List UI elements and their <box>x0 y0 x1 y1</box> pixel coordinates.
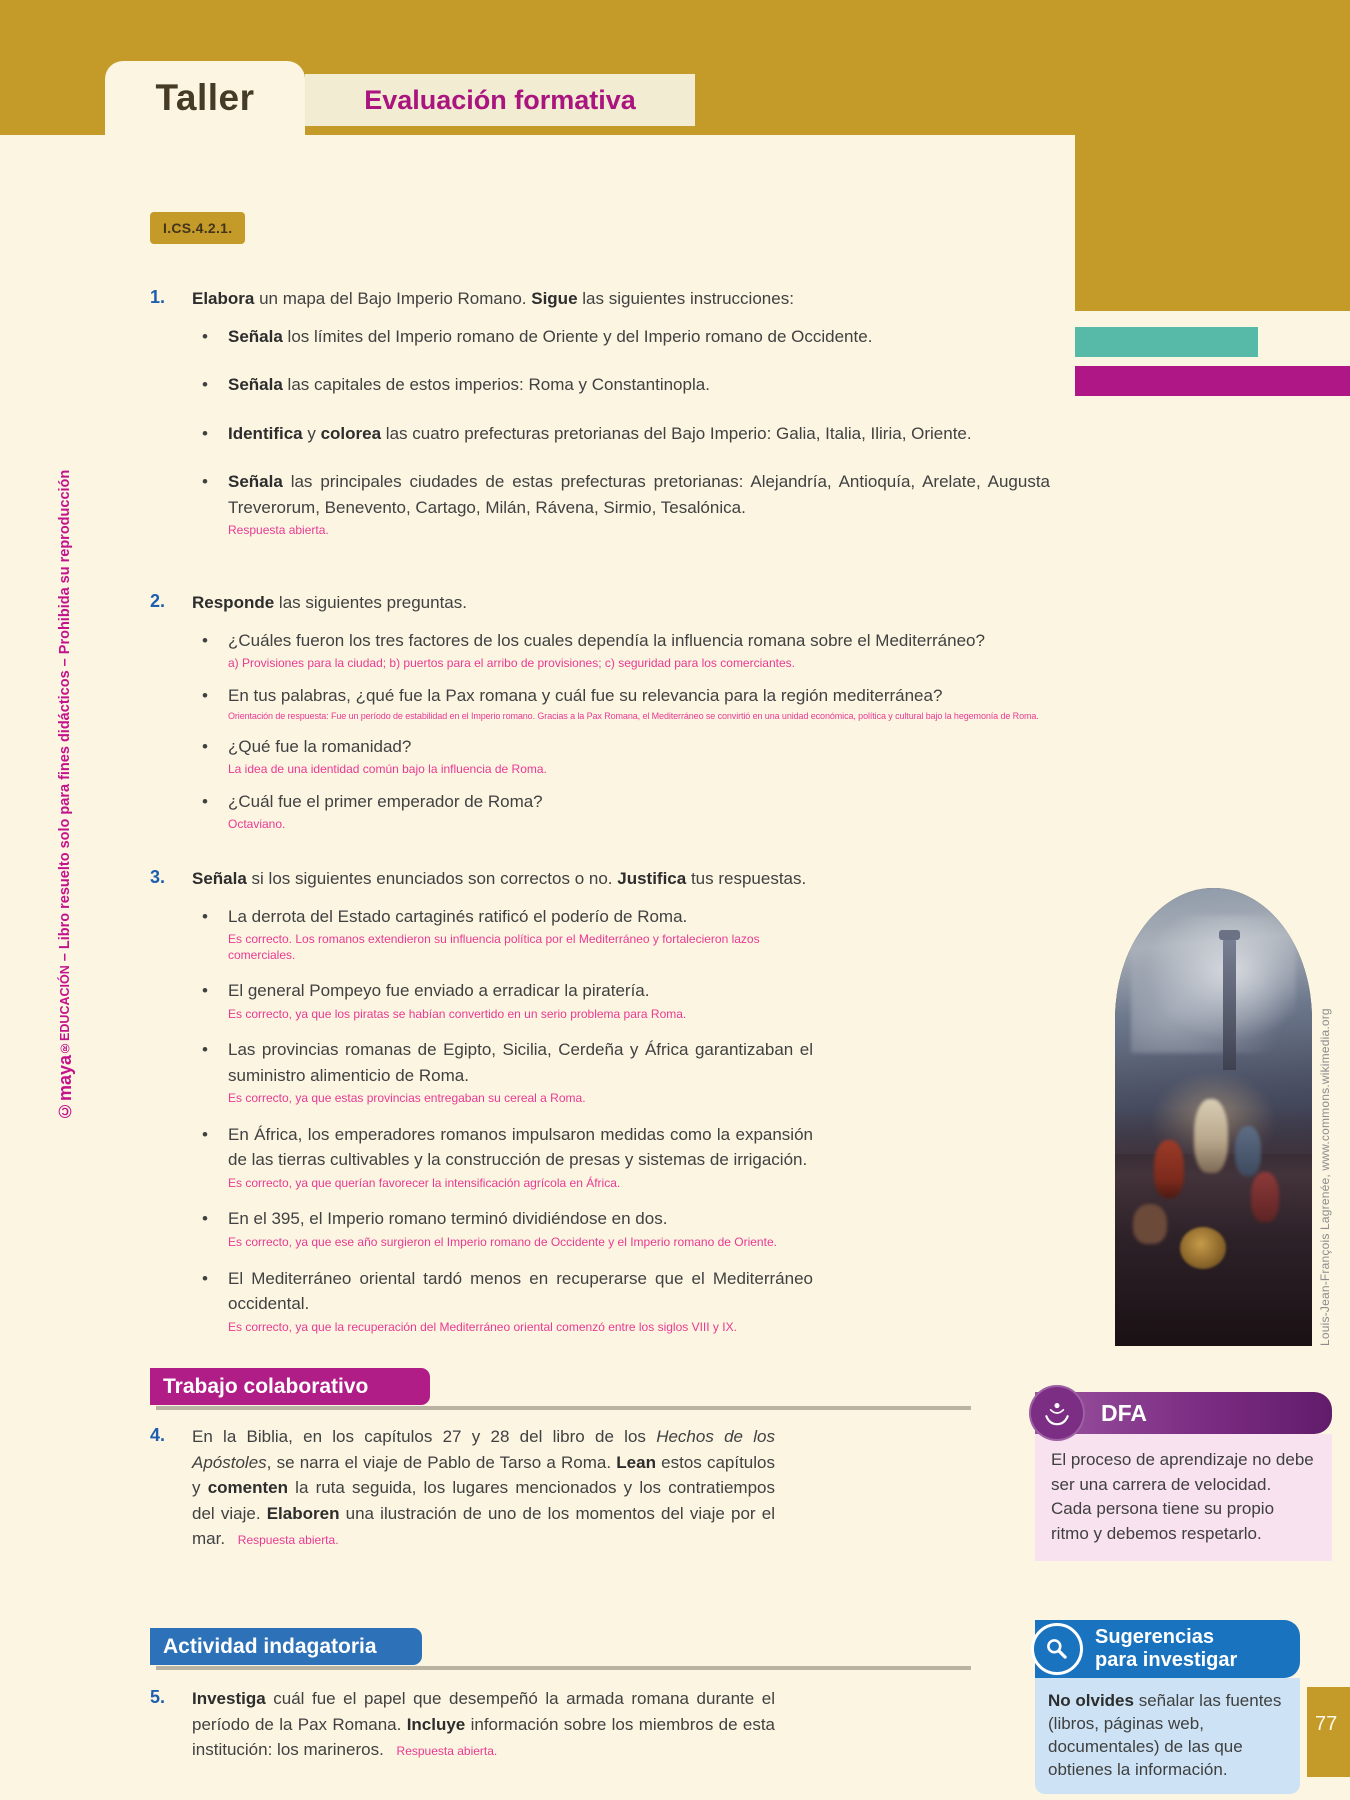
bullet-item <box>192 372 1050 398</box>
exercise-2-instruction: Responde las siguientes preguntas. <box>192 593 467 612</box>
bullet-text: • Identifica y colorea las cuatro prefecturas pretorianas del Bajo Imperio: Galia, Italia, Iliria, Oriente. <box>228 423 972 443</box>
dfa-header <box>1035 1392 1332 1434</box>
answer-text: Es correcto. Los romanos extendieron su influencia política por el Mediterráneo y fortalecieron lazos comerciales. <box>228 932 760 962</box>
taller-tab <box>105 61 305 135</box>
answer-text: Es correcto, ya que estas provincias entregaban su cereal a Roma. <box>228 1091 586 1106</box>
answer-text: Es correcto, ya que ese año surgieron el Imperio romano de Occidente y el Imperio romano de Oriente. <box>228 1234 777 1249</box>
answer-text: Octaviano. <box>228 817 286 832</box>
painting-shield <box>1180 1227 1226 1269</box>
painting-figure <box>1133 1204 1167 1244</box>
answer-text: a) Provisiones para la ciudad; b) puertos para el arribo de provisiones; c) seguridad para los comerciantes. <box>228 656 795 670</box>
answer-text: Es correcto, ya que la recuperación del Mediterráneo oriental comenzó entre los siglos VIII y IX. <box>228 1319 737 1334</box>
exercise-2-number: 2. <box>150 591 166 611</box>
bullet-item <box>192 628 1050 672</box>
sugerencias-title-line2: para investigar <box>1095 1649 1238 1671</box>
bullet-item <box>192 469 1050 539</box>
sugerencias-title-line1: Sugerencias <box>1095 1626 1214 1648</box>
bullet-item <box>192 734 1050 778</box>
answer-text: Respuesta abierta. <box>237 1533 339 1547</box>
answer-text: Es correcto, ya que los piratas se habían convertido en un serio problema para Roma. <box>228 1006 687 1021</box>
copyright-notice: – Libro resuelto solo para fines didácticos – Prohibida su reproducción <box>57 469 73 965</box>
exercise-1-bullet-list <box>192 324 1050 539</box>
question-text: • En tus palabras, ¿qué fue la Pax romana y cuál fue su relevancia para la región mediterránea? <box>228 685 943 705</box>
painting-clouds <box>1131 915 1296 1052</box>
exercise-3-bullet-list <box>192 904 1050 1336</box>
exercise-4-number: 4. <box>150 1425 166 1445</box>
statement-text: • El Mediterráneo oriental tardó menos en recuperarse que el Mediterráneo occidental. <box>228 1268 813 1314</box>
dfa-title: DFA <box>1101 1399 1147 1426</box>
statement-text: • En el 395, el Imperio romano terminó dividiéndose en dos. <box>228 1209 668 1229</box>
exercise-5-text: Investiga cuál fue el papel que desempeñó la armada romana durante el período de la Pax Romana. Incluye información sobre los miembros de esta institución: los marineros. Respuesta abierta. <box>192 1689 776 1759</box>
copyright-sidebar <box>55 410 85 1180</box>
page-number: 77 <box>1315 1713 1338 1735</box>
search-icon <box>1031 1623 1083 1675</box>
exercise-3-number: 3. <box>150 867 166 887</box>
magenta-accent-bar <box>1075 366 1350 396</box>
statement-text: • Las provincias romanas de Egipto, Sicilia, Cerdeña y África garantizaban el suministro alimenticio de Roma. <box>228 1040 813 1085</box>
bullet-text: • Señala los límites del Imperio romano de Oriente y del Imperio romano de Occidente. <box>228 326 873 346</box>
exercise-1 <box>150 286 1050 562</box>
answer-text: Es correcto, ya que querían favorecer la intensificación agrícola en África. <box>228 1175 621 1190</box>
answer-text: Respuesta abierta. <box>228 523 329 537</box>
bullet-item <box>192 978 1050 1022</box>
section-title: Trabajo colaborativo <box>163 1374 369 1398</box>
bullet-item <box>192 1037 1050 1107</box>
painting-figure <box>1251 1172 1279 1222</box>
exercise-1-instruction: Elabora un mapa del Bajo Imperio Romano. Sigue las siguientes instrucciones: <box>192 289 794 308</box>
dfa-box <box>1035 1392 1332 1561</box>
right-gold-band <box>1075 0 1350 311</box>
statement-text: • El general Pompeyo fue enviado a erradicar la piratería. <box>228 981 650 1001</box>
statement-text: • En África, los emperadores romanos impulsaron medidas como la expansión de las tierras cultivables y la construcción de presas y sistemas de irrigación. <box>228 1124 813 1170</box>
painting-image <box>1115 888 1312 1346</box>
painting-lighthouse <box>1223 938 1236 1070</box>
painting-figure <box>1235 1126 1261 1176</box>
question-text: • ¿Cuál fue el primer emperador de Roma? <box>228 791 543 811</box>
sugerencias-box <box>1035 1620 1300 1794</box>
bullet-item <box>192 1266 1050 1336</box>
bullet-item <box>192 1122 1050 1192</box>
exercise-5 <box>150 1686 775 1763</box>
exercise-2-bullet-list <box>192 628 1050 833</box>
teal-accent-bar <box>1075 327 1258 357</box>
exercise-1-number: 1. <box>150 287 166 307</box>
bullet-item <box>192 421 1050 447</box>
painting-figure <box>1194 1099 1228 1173</box>
exercise-3-instruction: Señala si los siguientes enunciados son correctos o no. Justifica tus respuestas. <box>192 869 807 888</box>
image-credit: Louis-Jean-François Lagrenée, www.commons.wikimedia.org <box>1318 1008 1332 1346</box>
answer-text: Respuesta abierta. <box>396 1744 498 1758</box>
section-banner-trabajo-colaborativo <box>150 1368 430 1405</box>
publisher-logo: ©maya <box>55 1054 75 1121</box>
exercise-3 <box>150 866 1050 1350</box>
bullet-item <box>192 683 1050 723</box>
curriculum-code-badge: I.CS.4.2.1. <box>150 212 245 244</box>
dfa-body-text: El proceso de aprendizaje no debe ser una carrera de velocidad. Cada persona tiene su propio ritmo y debemos respetarlo. <box>1035 1434 1332 1561</box>
exercise-5-number: 5. <box>150 1687 166 1707</box>
publisher-brand: ®EDUCACIÓN <box>58 964 72 1055</box>
exercise-4 <box>150 1424 775 1552</box>
statement-text: • La derrota del Estado cartaginés ratificó el poderío de Roma. <box>228 906 688 926</box>
bullet-text: • Señala las principales ciudades de estas prefecturas pretorianas: Alejandría, Antioquía, Arelate, Augusta Treverorum, Benevento, Cartago, Milán, Rávena, Sirmio, Tesalónica. <box>228 472 1050 517</box>
section-title: Actividad indagatoria <box>163 1634 377 1658</box>
exercise-2 <box>150 590 1050 844</box>
section-banner-actividad-indagatoria <box>150 1628 422 1665</box>
page-title: Evaluación formativa <box>364 84 636 115</box>
page-number-block <box>1307 1687 1350 1777</box>
dfa-hands-icon <box>1029 1385 1085 1441</box>
answer-text: La idea de una identidad común bajo la influencia de Roma. <box>228 762 547 777</box>
bullet-item <box>192 904 1050 964</box>
question-text: • ¿Qué fue la romanidad? <box>228 736 412 756</box>
exercise-4-text: En la Biblia, en los capítulos 27 y 28 del libro de los Hechos de los Apóstoles, se narra el viaje de Pablo de Tarso a Roma. Lean estos capítulos y comenten la ruta seguida, los lugares mencionados y los contratiempos del viaje. Elaboren una ilustración de uno de los momentos del viaje por el mar. Respuesta abierta. <box>192 1427 775 1548</box>
answer-text: Orientación de respuesta: Fue un período de estabilidad en el Imperio romano. Gracias a la Pax Romana, el Mediterráneo se convirtió en una unidad económica, política y cultural bajo la hegemonía de Roma. <box>228 711 1039 722</box>
sugerencias-body: No olvides señalar las fuentes (libros, páginas web, documentales) de las que obtienes la información. <box>1035 1678 1300 1794</box>
painting-figure <box>1154 1140 1184 1198</box>
bullet-item <box>192 1206 1050 1250</box>
taller-tab-label: Taller <box>155 77 255 118</box>
bullet-item <box>192 789 1050 833</box>
bullet-text: • Señala las capitales de estos imperios: Roma y Constantinopla. <box>228 375 710 394</box>
bullet-item <box>192 324 1050 350</box>
question-text: • ¿Cuáles fueron los tres factores de los cuales dependía la influencia romana sobre el Mediterráneo? <box>228 630 985 650</box>
sugerencias-header <box>1035 1620 1300 1678</box>
header-band <box>305 74 695 126</box>
